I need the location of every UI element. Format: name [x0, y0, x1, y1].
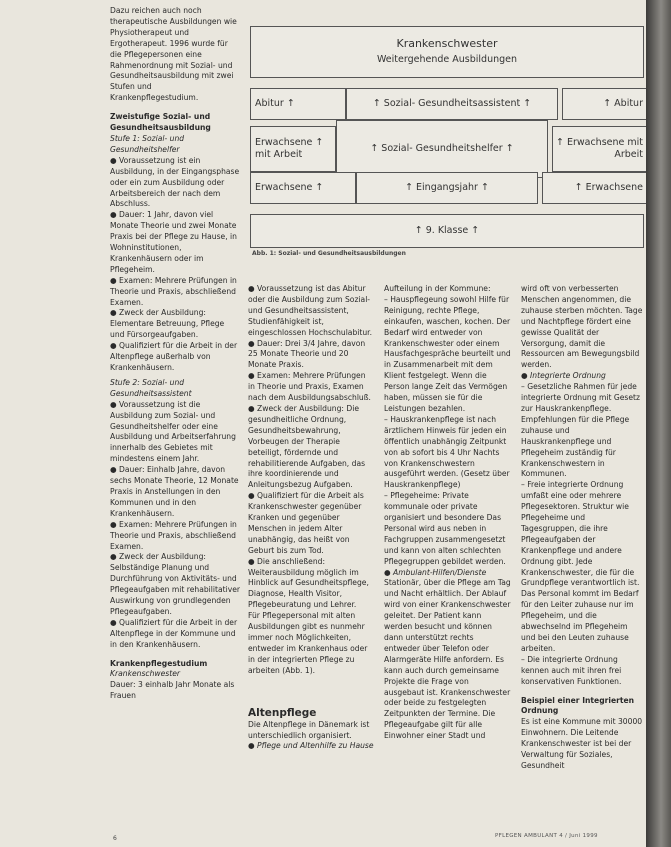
bullet-paragraph: ● Qualifiziert für die Arbeit als Krankenschwester gegenüber Kranken und gegenüber Menschen in jedem Alter unabhängig, das heißt von Geburt bis zum Tod.: [248, 491, 364, 555]
subsection-title: Krankenschwester: [110, 669, 181, 679]
bullet-paragraph: ● Qualifiziert für die Arbeit in der Altenpflege außerhalb von Krankenhäusern.: [110, 341, 238, 372]
box-adults-work-right: ↑ Erwachsene mit Arbeit: [552, 126, 646, 172]
bullet-paragraph: ● Voraussetzung ist ein Ausbildung, in der Eingangsphase oder ein zum Ausbildung oder Arbeitsbereich der nach dem Abschluss.: [110, 155, 240, 209]
body-paragraph: Stationär, über die Pflege am Tag und Nacht erhältlich. Der Ablauf wird von einer Krankenschwester geleitet. Der Patient kann werden besucht und können dann unterstützt rechts entweder über Telefon oder Alarmgeräte Hilfe anfordern. Es kann auch durch gemeinsame Projekte die Frage von ausgebaut ist. Krankenschwester oder beide zu festgelegten Zeitpunkten der Termine. Die Pflegeaufgabe gilt für alle Einwohner einer Stadt und: [384, 578, 511, 741]
bullet-paragraph: ● Examen: Mehrere Prüfungen in Theorie und Praxis, abschließend Examen.: [110, 275, 237, 307]
box-adults-work-left: Erwachsene ↑ mit Arbeit: [250, 126, 336, 172]
body-paragraph: Für Pflegepersonal mit alten Ausbildungen gibt es nunmehr immer noch Möglichkeiten, entweder im Krankenhaus oder in der integrierten Pflege zu arbeiten (Abb. 1).: [248, 611, 368, 675]
body-paragraph: Dauer: 3 einhalb Jahr Monate als Frauen: [110, 680, 235, 701]
bullet-heading: ● Ambulant-Hilfen/Dienste: [384, 567, 487, 577]
bullet-paragraph: ● Examen: Mehrere Prüfungen in Theorie und Praxis, abschließend Examen.: [110, 519, 237, 551]
body-paragraph: wird oft von verbesserten Menschen angenommen, die zuhause sterben möchten. Tage und Nachtpflege fördert eine gewisse Qualität der Versorgung, damit die Ressourcen am Bewegungsbild werden.: [521, 284, 643, 370]
bullet-paragraph: ● Voraussetzung ist das Abitur oder die Ausbildung zum Sozial- und Gesundheitsassistent, Studienfähigkeit ist, eingeschlossen Hochschulabitur.: [248, 284, 373, 337]
subsection-title: Stufe 2: Sozial- und Gesundheitsassistent: [110, 377, 192, 398]
box-helfer: ↑ Sozial- Gesundheitshelfer ↑: [336, 120, 548, 178]
diagram-subtitle: Weitergehende Ausbildungen: [376, 54, 518, 65]
figure-caption: Abb. 1: Sozial- und Gesundheitsausbildungen: [252, 250, 406, 257]
column-4: [521, 284, 643, 772]
subsection-title: Stufe 1: Sozial- und Gesundheitshelfer: [110, 133, 185, 154]
bullet-paragraph: ● Die anschließend: Weiterausbildung möglich im Hinblick auf Gesundheitspflege, Diagnose, Health Visitor, Pflegebeuratung und Lehrer.: [248, 556, 369, 610]
section-heading: Altenpflege: [248, 706, 317, 719]
bullet-paragraph: ● Voraussetzung ist die Ausbildung zum Sozial- und Gesundheitshelfer oder eine Ausbildung und Arbeitserfahrung innerhalb des Gebietes mit mindestens einem Jahr.: [110, 399, 236, 464]
education-diagram: [245, 20, 646, 250]
list-item: – Die integrierte Ordnung kennen auch mit ihren frei konservativen Funktionen.: [521, 654, 622, 686]
box-abitur-right: ↑ Abitur: [562, 88, 646, 120]
bullet-paragraph: ● Zweck der Ausbildung: Die gesundheitliche Ordnung, Gesundheitsbewahrung, Vorbeugen der Therapie beteiligt, fördernde und rehabilitierende Aufgaben, das ihre koordinierende und Anleitungsbezug Aufgaben.: [248, 403, 366, 490]
bullet-heading: ● Integrierte Ordnung: [521, 371, 606, 381]
column-3: [384, 284, 511, 742]
body-paragraph: Aufteilung in der Kommune:: [384, 284, 491, 293]
box-adults-left: Erwachsene ↑: [250, 172, 356, 204]
bullet-paragraph: ● Dauer: Drei 3/4 Jahre, davon 25 Monate Theorie und 20 Monate Praxis.: [248, 338, 366, 370]
body-paragraph: Es ist eine Kommune mit 30000 Einwohnern. Die Leitende Krankenschwester ist bei der Verwaltung für Soziales, Gesundheit: [521, 717, 643, 770]
bullet-paragraph: ● Dauer: 1 Jahr, davon viel Monate Theorie und zwei Monate Praxis bei der Pflege zu Hause, in Wohninstitutionen, Krankenhäusern oder im Pflegeheim.: [110, 210, 237, 274]
page-footer: PFLEGEN AMBULANT 4 / Juni 1999: [495, 833, 598, 839]
box-abitur-left: Abitur ↑: [250, 88, 346, 120]
list-item: – Hauskrankenpflege ist nach ärztlichem Hinweis für jeden ein öffentlich unabhängig Zeitpunkt von ab sofort bis 4 Uhr Nachts von Krankenschwestern ausgeführt werden. (Gesetz über Hauskrankenpflege): [384, 414, 510, 490]
page-number: 6: [113, 835, 117, 842]
list-item: – Freie integrierte Ordnung umfaßt eine oder mehrere Pflegesektoren. Struktur wie Pflegeheime und Tagesgruppen, die ihre Pflegeaufgaben der Krankenpflege und andere Ordnung gibt. Jede Krankenschwester, die für die Grundpflege verantwortlich ist. Das Personal kommt im Bedarf für den Leiter zuhause nur im Pflegeheim, und die abwechselnd im Pflegeheim und bei den Leuten zuhause arbeiten.: [521, 480, 640, 653]
bullet-paragraph: ● Qualifiziert für die Arbeit in der Altenpflege in der Kommune und in den Krankenhäusern.: [110, 617, 238, 649]
section-heading: Zweistufige Sozial- und Gesundheitsausbildung: [110, 112, 211, 133]
section-heading: Beispiel einer Integrierten Ordnung: [521, 695, 635, 716]
list-item: – Pflegeheime: Private kommunale oder private organisiert und besondere Das Personal wird aus neben in Fachgruppen zusammengesetzt und kann von alten schlechten Pflegegruppen gebildet werden.: [384, 491, 506, 566]
bullet-paragraph: ● Pflege und Altenhilfe zu Hause: [248, 741, 374, 751]
box-eingangsjahr: ↑ Eingangsjahr ↑: [356, 172, 538, 204]
box-adults-right: ↑ Erwachsene: [542, 172, 646, 204]
bullet-paragraph: ● Zweck der Ausbildung: Elementare Betreuung, Pflege und Fürsorgeaufgaben.: [110, 308, 225, 340]
bullet-paragraph: ● Dauer: Einhalb Jahre, davon sechs Monate Theorie, 12 Monate Praxis in Anstellungen in den Kommunen und in den Krankenhäusern.: [110, 465, 239, 518]
diagram-title: Krankenschwester: [396, 37, 498, 50]
column-2: [248, 284, 374, 752]
section-heading: Krankenpflegestudium: [110, 658, 208, 668]
box-assistent: ↑ Sozial- Gesundheitsassistent ↑: [346, 88, 558, 120]
box-9-klasse: ↑ 9. Klasse ↑: [250, 214, 644, 248]
book-gutter: [646, 0, 671, 847]
intro-paragraph: Dazu reichen auch noch therapeutische Ausbildungen wie Physiotherapeut und Ergotherapeut. 1996 wurde für die Pflegepersonen eine Rahmenordnung mit Sozial- und Gesundheitsausbildung mit zwei Stufen und Krankenpflegestudium.: [110, 6, 237, 103]
list-item: – Gesetzliche Rahmen für jede integrierte Ordnung mit Gesetz zur Hauskrankenpflege. Empfehlungen für die Pflege zuhause und Hauskrankenpflege und Pflegeheim zuständig für Krankenschwestern in Kommunen.: [521, 382, 640, 479]
column-1: [110, 6, 240, 702]
body-paragraph: Die Altenpflege in Dänemark ist unterschiedlich organisiert.: [248, 719, 370, 740]
bullet-paragraph: ● Zweck der Ausbildung: Selbständige Planung und Durchführung von Aktivitäts- und Pflegeaufgaben mit rehabilitativer Auswirkung von grundlegenden Pflegeaufgaben.: [110, 552, 241, 616]
list-item: – Hauspflegeung sowohl Hilfe für Reinigung, rechte Pflege, einkaufen, waschen, kochen. Der Bedarf wird entweder von Krankenschwester oder einem Hausfachgespräche beurteilt und in Zusammenarbeit mit dem Klient festgelegt. Wenn die Person lange Zeit das Vermögen haben, müssen sie für die Leistungen bezahlen.: [384, 294, 511, 413]
diagram-title-box: [250, 26, 644, 78]
bullet-paragraph: ● Examen: Mehrere Prüfungen in Theorie und Praxis, Examen nach dem Ausbildungsabschluß.: [248, 371, 371, 403]
